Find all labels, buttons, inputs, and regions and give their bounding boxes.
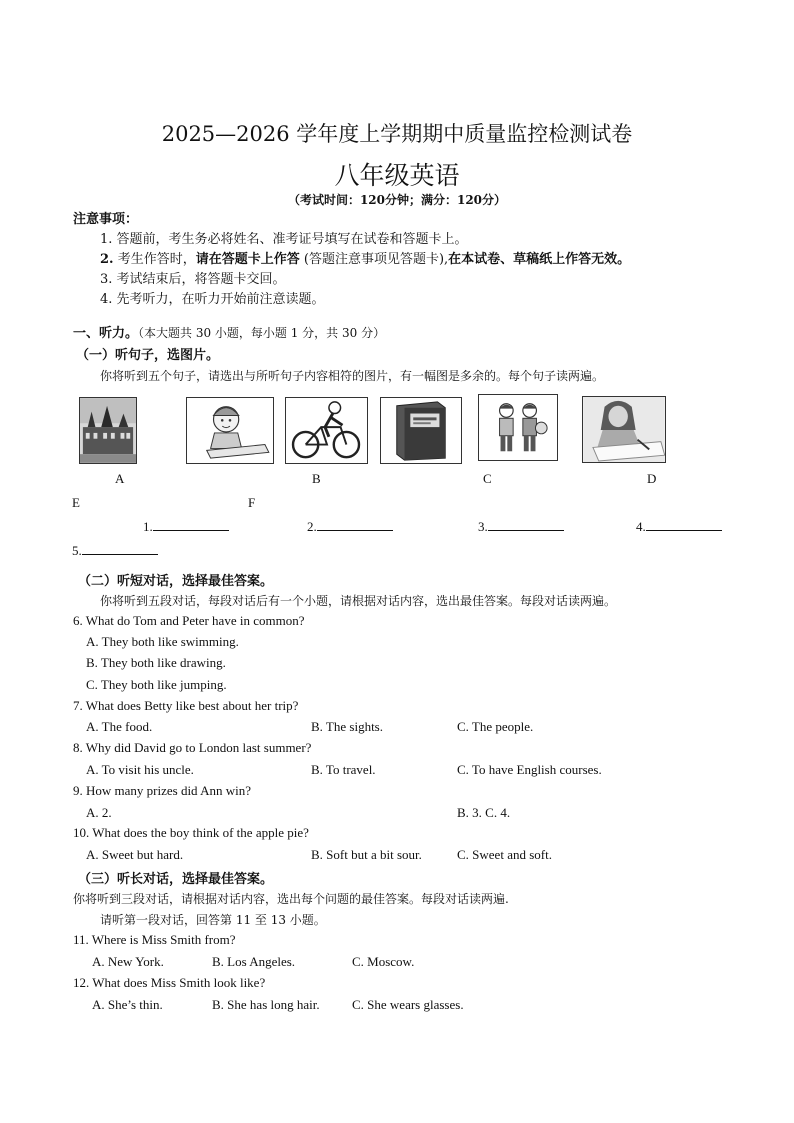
section-title: 一、听力。 [73,326,139,341]
blank-number: 4. [636,519,646,534]
picture-label-a: A [115,471,125,486]
dictionary-book-icon [380,397,462,464]
option-6b[interactable]: B. They both like drawing. [86,655,226,670]
note-text: (答题注意事项见答题卡), [299,252,449,267]
option-9a[interactable]: A. 2. [86,805,112,820]
note-text: 考生作答时， [117,252,196,267]
note-num: 1. [100,232,113,247]
question-10: 10. What does the boy think of the apple pie? [73,825,309,840]
blank-line[interactable] [646,518,722,531]
blank-number: 2. [307,519,317,534]
picture-label-e: E [72,495,80,510]
note-text: 答题前，考生务必将姓名、准考证号填写在试卷和答题卡上。 [116,232,468,247]
question-12: 12. What does Miss Smith look like? [73,975,266,990]
exam-info: （考试时间：120分钟；满分：120分） [287,193,507,207]
section-heading [73,322,385,341]
part3-sub-instruction: 请听第一段对话，回答第 11 至 13 小题。 [100,913,326,927]
blank-line[interactable] [82,542,158,555]
picture-label-c: C [483,471,492,486]
option-12a[interactable]: A. She’s thin. [92,997,163,1012]
question-11: 11. Where is Miss Smith from? [73,932,236,947]
option-7c[interactable]: C. The people. [457,719,534,734]
blank-line[interactable] [317,518,393,531]
question-7: 7. What does Betty like best about her trip? [73,698,299,713]
option-11a[interactable]: A. New York. [92,954,164,969]
two-boys-icon [478,394,558,461]
note-text: 先考听力，在听力开始前注意读题。 [116,292,325,307]
question-9: 9. How many prizes did Ann win? [73,783,252,798]
exam-title: 2025—2026 学年度上学期期中质量监控检测试卷 [161,122,633,146]
answer-blank-4[interactable] [636,518,722,535]
option-7b[interactable]: B. The sights. [311,719,383,734]
picture-label-b: B [312,471,321,486]
note-num: 2. [100,252,114,267]
option-9bc[interactable]: B. 3. C. 4. [457,805,511,820]
part2-title: （二）听短对话，选择最佳答案。 [78,574,274,589]
option-8a[interactable]: A. To visit his uncle. [86,762,194,777]
picture-label-f: F [248,495,256,510]
cyclist-icon [285,397,368,464]
answer-blank-5[interactable] [72,542,158,559]
section-note: （本大题共 30 小题，每小题 1 分，共 30 分） [138,326,386,340]
picture-label-d: D [647,471,657,486]
option-12c[interactable]: C. She wears glasses. [352,997,464,1012]
option-10b[interactable]: B. Soft but a bit sour. [311,847,422,862]
blank-number: 1. [143,519,153,534]
option-8c[interactable]: C. To have English courses. [457,762,602,777]
question-8: 8. Why did David go to London last summer? [73,740,312,755]
part1-title: （一）听句子，选图片。 [76,348,220,363]
note-text-emphasis: 请在答题卡上作答 [195,252,300,267]
note-text: 考试结束后，将答题卡交回。 [116,272,286,287]
blank-number: 5. [72,543,82,558]
option-11b[interactable]: B. Los Angeles. [212,954,296,969]
note-item-4 [100,288,325,307]
note-num: 3. [100,272,113,287]
girl-writing-icon [582,396,666,463]
option-6c[interactable]: C. They both like jumping. [86,677,227,692]
answer-blank-1[interactable] [143,518,229,535]
option-10c[interactable]: C. Sweet and soft. [457,847,552,862]
option-6a[interactable]: A. They both like swimming. [86,634,239,649]
part3-instruction: 你将听到三段对话，请根据对话内容，选出每个问题的最佳答案。每段对话读两遍. [73,892,509,906]
option-7a[interactable]: A. The food. [86,719,153,734]
note-text-emphasis: 在本试卷、草稿纸上作答无效。 [448,252,631,267]
exam-subject: 八年级英语 [334,161,460,190]
note-item-2 [100,248,630,267]
blank-line[interactable] [488,518,564,531]
option-10a[interactable]: A. Sweet but hard. [86,847,184,862]
child-drawing-icon [186,397,274,464]
palace-photo-icon [79,397,137,464]
answer-blank-2[interactable] [307,518,393,535]
question-6: 6. What do Tom and Peter have in common? [73,613,305,628]
answer-blank-3[interactable] [478,518,564,535]
note-item-3 [100,268,286,287]
note-num: 4. [100,292,113,307]
option-11c[interactable]: C. Moscow. [352,954,415,969]
note-item-1 [100,228,468,247]
option-12b[interactable]: B. She has long hair. [212,997,320,1012]
notes-heading: 注意事项： [73,212,139,227]
blank-line[interactable] [153,518,229,531]
part3-title: （三）听长对话，选择最佳答案。 [78,872,274,887]
part1-instruction: 你将听到五个句子，请选出与所听句子内容相符的图片，有一幅图是多余的。每个句子读两遍。 [100,369,605,383]
option-8b[interactable]: B. To travel. [311,762,376,777]
part2-instruction: 你将听到五段对话，每段对话后有一个小题，请根据对话内容，选出最佳答案。每段对话读两遍。 [100,594,617,608]
blank-number: 3. [478,519,488,534]
